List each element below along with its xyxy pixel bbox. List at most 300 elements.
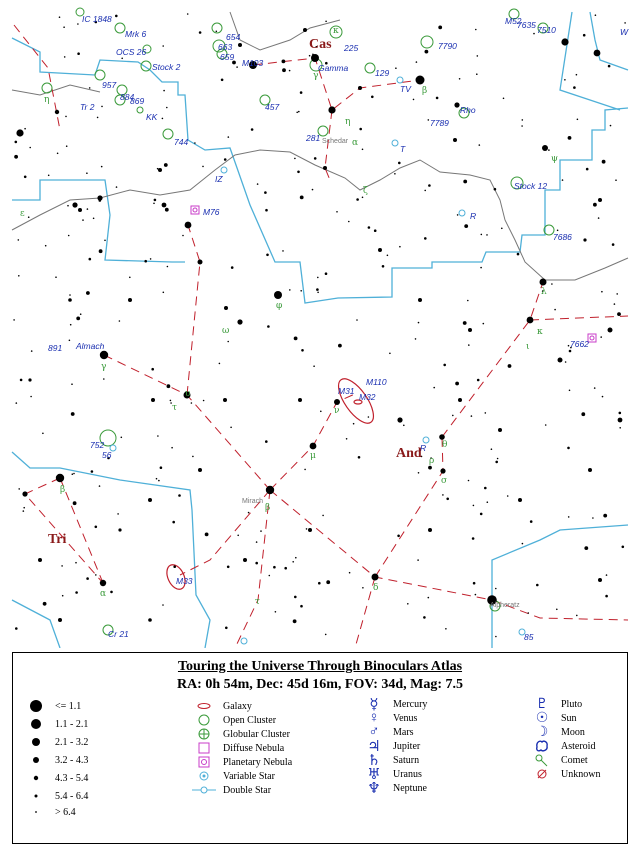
background-star	[545, 424, 547, 426]
background-star	[31, 350, 33, 352]
background-star	[301, 349, 304, 352]
background-star	[61, 565, 63, 567]
star-name-labels	[75, 138, 520, 609]
background-star	[304, 469, 306, 471]
background-star	[475, 594, 477, 596]
label-7510: 7510	[537, 25, 556, 35]
background-star	[284, 567, 287, 570]
mag-row-7: > 6.4	[23, 805, 76, 819]
background-star	[565, 361, 567, 363]
background-star	[320, 411, 322, 413]
legend-planetary-nebula: Planetary Nebula	[191, 755, 292, 769]
background-star	[312, 189, 314, 191]
background-star	[413, 99, 415, 101]
legend-galaxy: Galaxy	[191, 699, 252, 713]
background-star	[101, 106, 103, 108]
background-star	[89, 87, 91, 89]
background-star	[65, 116, 67, 118]
background-star	[294, 337, 298, 341]
background-star	[289, 289, 291, 291]
asteroid-icon	[529, 739, 555, 753]
legend-neptune: ♆ Neptune	[361, 781, 427, 795]
background-star	[86, 577, 89, 580]
background-star	[562, 179, 564, 181]
background-star	[205, 533, 209, 537]
background-star	[468, 480, 470, 482]
legend-pluto: ♇ Pluto	[529, 697, 582, 711]
background-star	[294, 158, 296, 160]
background-star	[116, 186, 118, 188]
greek-beta-1: β	[422, 86, 428, 96]
background-star	[368, 416, 370, 418]
background-star	[192, 456, 194, 458]
comet-icon	[529, 753, 555, 767]
background-star	[326, 580, 330, 584]
background-star	[24, 176, 27, 179]
background-star	[475, 29, 477, 31]
background-star	[486, 234, 488, 236]
background-star	[150, 258, 152, 260]
background-star	[568, 136, 572, 140]
background-star	[296, 112, 298, 114]
background-star	[436, 97, 439, 100]
background-star	[359, 128, 362, 131]
legend-open-cluster: Open Cluster	[191, 713, 276, 727]
background-star	[317, 277, 319, 279]
background-star	[536, 584, 539, 587]
background-star	[417, 559, 419, 561]
diffuse-nebula-icon	[191, 741, 217, 755]
label-7686: 7686	[553, 232, 572, 242]
background-star	[227, 341, 229, 343]
background-star	[610, 125, 612, 127]
atlas-legend	[12, 652, 628, 844]
background-star	[569, 390, 571, 392]
legend-saturn: ♄ Saturn	[361, 753, 419, 767]
background-star	[237, 535, 239, 537]
background-star	[356, 319, 358, 321]
background-star	[119, 320, 121, 322]
background-star	[73, 473, 75, 475]
label-cas: Cas	[309, 37, 332, 52]
greek-nu: ν	[334, 406, 340, 416]
background-star	[418, 472, 420, 474]
background-star	[91, 470, 94, 473]
background-star	[619, 427, 621, 429]
open-cluster-icon	[191, 713, 217, 727]
greek-phi: φ	[276, 301, 283, 311]
background-star	[260, 530, 262, 532]
background-star	[517, 253, 520, 256]
background-star	[154, 199, 157, 202]
background-star	[77, 52, 80, 55]
globular-cluster-icon	[191, 727, 217, 741]
label-cr21: Cr 21	[108, 629, 129, 639]
greek-iota: ι	[526, 342, 530, 352]
background-star	[399, 246, 401, 248]
background-star	[576, 615, 578, 617]
pluto-icon: ♇	[535, 696, 549, 712]
background-star	[236, 66, 238, 68]
background-star	[282, 250, 284, 252]
background-star	[227, 566, 230, 569]
label-w: W	[620, 27, 629, 37]
background-star	[97, 117, 99, 119]
background-star	[63, 26, 65, 28]
label-752: 752	[90, 440, 105, 450]
background-star	[157, 168, 159, 170]
label-m110: M110	[366, 377, 387, 387]
background-star	[508, 364, 512, 368]
label-7662: 7662	[570, 339, 589, 349]
background-star	[162, 118, 164, 120]
background-star	[614, 303, 616, 305]
label-7790: 7790	[438, 41, 457, 51]
label-659: 659	[220, 52, 235, 62]
constellation-name-labels	[48, 37, 422, 547]
background-star	[121, 437, 123, 439]
background-star	[69, 294, 71, 296]
background-star	[577, 119, 579, 121]
background-star	[300, 91, 303, 94]
background-star	[418, 322, 420, 324]
background-star	[165, 208, 169, 212]
uranus-icon: ♅	[367, 766, 381, 783]
label-884: 884	[120, 92, 135, 102]
mars-icon: ♂	[368, 723, 380, 740]
legend-variable-star: Variable Star	[191, 769, 275, 783]
background-star	[178, 494, 181, 497]
background-star	[82, 219, 84, 221]
background-star	[358, 456, 361, 459]
star-field	[13, 13, 626, 637]
background-star	[503, 98, 505, 100]
background-star	[264, 191, 267, 194]
label-m52: M52	[505, 16, 522, 26]
background-star	[446, 498, 449, 501]
greek-psi: ψ	[551, 154, 559, 164]
background-star	[170, 400, 172, 402]
neptune-icon: ♆	[367, 780, 381, 797]
background-star	[494, 188, 497, 191]
background-star	[62, 595, 64, 597]
background-star	[59, 16, 61, 18]
legend-jupiter: ♃ Jupiter	[361, 739, 420, 753]
galaxy-markers	[163, 373, 380, 592]
venus-icon: ♀	[368, 709, 380, 726]
background-star	[425, 50, 429, 54]
background-star	[300, 290, 302, 292]
label-457: 457	[265, 102, 280, 112]
legend-comet: Comet	[529, 753, 588, 767]
background-star	[248, 512, 250, 514]
label-tr2: Tr 2	[80, 102, 95, 112]
background-star	[468, 344, 470, 346]
background-star	[485, 412, 487, 414]
background-star	[480, 267, 482, 269]
background-star	[556, 609, 558, 611]
background-star	[322, 515, 324, 517]
background-star	[99, 199, 102, 202]
background-star	[602, 396, 604, 398]
background-star	[314, 157, 317, 160]
background-star	[293, 619, 297, 623]
label-stock12: Stock 12	[514, 181, 548, 191]
background-star	[18, 239, 20, 241]
background-star	[267, 325, 270, 328]
variable-star-icon	[191, 769, 217, 783]
background-star	[70, 324, 72, 326]
label-891: 891	[48, 343, 63, 353]
greek-zeta: ζ	[363, 186, 368, 196]
background-star	[423, 616, 426, 619]
label-mirach: Mirach	[242, 498, 264, 505]
greek-tau-2: τ	[255, 597, 260, 607]
mag-row-3: 2.1 - 3.2	[23, 735, 88, 749]
background-star	[316, 288, 319, 291]
background-star	[269, 575, 271, 577]
background-star	[467, 300, 469, 302]
label-7635: 7635	[517, 20, 536, 30]
background-star	[362, 197, 364, 199]
background-star	[424, 190, 426, 192]
background-star	[598, 217, 600, 219]
background-star	[162, 45, 164, 47]
background-star	[602, 160, 606, 164]
greek-beta-2: β	[265, 503, 271, 513]
label-m76: M76	[203, 207, 220, 217]
background-star	[71, 412, 75, 416]
background-star	[57, 153, 59, 155]
background-star	[87, 208, 89, 210]
background-star	[15, 402, 17, 404]
greek-mu: μ	[310, 451, 316, 461]
background-star	[29, 147, 31, 149]
background-star	[479, 144, 481, 146]
background-star	[18, 488, 20, 490]
label-and: And	[396, 446, 422, 461]
background-star	[497, 458, 499, 460]
background-star	[157, 435, 159, 437]
background-star	[349, 572, 351, 574]
greek-lambda: λ	[541, 287, 547, 297]
greek-alpha-2: α	[100, 589, 107, 599]
label-t: T	[400, 144, 406, 154]
background-star	[225, 627, 228, 630]
background-star	[231, 266, 234, 269]
mercury-icon: ☿	[369, 696, 379, 713]
greek-beta-3: β	[60, 485, 66, 495]
background-star	[581, 412, 585, 416]
background-star	[445, 628, 447, 630]
greek-eta-1: η	[44, 95, 50, 105]
background-star	[194, 142, 196, 144]
label-rho: Rho	[460, 105, 476, 115]
background-star	[548, 149, 550, 151]
moon-icon: ☽	[535, 724, 549, 740]
greek-upsilon: υ	[185, 389, 191, 399]
nebula-markers	[191, 206, 596, 342]
background-star	[99, 249, 103, 253]
label-85: 85	[524, 632, 534, 642]
label-tri: Tri	[48, 532, 67, 547]
background-star	[42, 433, 44, 435]
background-star	[573, 86, 576, 89]
background-star	[483, 323, 485, 325]
jupiter-icon: ♃	[367, 738, 381, 755]
background-star	[160, 466, 163, 469]
background-star	[104, 240, 106, 242]
background-star	[282, 60, 286, 64]
background-star	[457, 214, 459, 216]
background-star	[622, 546, 625, 549]
background-star	[624, 22, 626, 24]
background-star	[18, 275, 20, 277]
background-star	[309, 55, 311, 57]
legend-asteroid: Asteroid	[529, 739, 595, 753]
label-654: 654	[226, 32, 241, 42]
background-star	[362, 149, 364, 151]
background-star	[459, 78, 461, 80]
background-star	[144, 260, 147, 263]
background-star	[167, 266, 169, 268]
background-star	[463, 321, 467, 325]
background-star	[228, 136, 230, 138]
background-star	[187, 13, 189, 15]
background-star	[312, 54, 314, 56]
background-star	[533, 33, 535, 35]
legend-uranus: ♅ Uranus	[361, 767, 422, 781]
label-gamma: Gamma	[318, 63, 349, 73]
background-star	[103, 378, 105, 380]
label-957: 957	[102, 80, 117, 90]
background-star	[481, 234, 483, 236]
background-star	[617, 312, 621, 316]
galaxy-icon	[191, 699, 217, 713]
background-star	[407, 603, 409, 605]
background-star	[295, 557, 297, 559]
background-star	[522, 543, 524, 545]
background-star	[452, 415, 454, 417]
background-star	[325, 634, 327, 636]
background-star	[476, 73, 478, 75]
background-star	[167, 384, 171, 388]
background-star	[325, 21, 327, 23]
greek-kappa-1: κ	[333, 26, 339, 36]
legend-mars: ♂ Mars	[361, 725, 414, 739]
background-star	[95, 574, 97, 576]
background-star	[95, 526, 98, 529]
greek-rho: ρ	[429, 456, 435, 466]
background-star	[77, 23, 79, 25]
background-star	[368, 226, 371, 229]
background-star	[606, 574, 608, 576]
constellation-boundaries	[12, 12, 628, 648]
label-m31: M31	[338, 386, 355, 396]
legend-moon: ☽ Moon	[529, 725, 585, 739]
background-star	[353, 423, 355, 425]
greek-epsilon: ε	[20, 209, 25, 219]
background-star	[202, 166, 204, 168]
background-star	[569, 350, 572, 353]
label-869: 869	[130, 96, 145, 106]
background-star	[325, 272, 328, 275]
background-star	[297, 171, 300, 174]
background-star	[251, 128, 254, 131]
background-star	[567, 447, 570, 450]
background-star	[522, 119, 524, 121]
background-star	[495, 588, 497, 590]
legend-title: Touring the Universe Through Binoculars Atlas	[177, 659, 463, 674]
legend-globular-cluster: Globular Cluster	[191, 727, 290, 741]
background-star	[158, 480, 160, 482]
legend-sun: ☉ Sun	[529, 711, 577, 725]
background-star	[463, 180, 467, 184]
background-star	[73, 501, 77, 505]
background-star	[428, 466, 432, 470]
background-star	[487, 501, 489, 503]
background-star	[317, 292, 319, 294]
background-star	[257, 183, 259, 185]
label-ocs26: OCS 26	[116, 47, 147, 57]
background-star	[387, 255, 389, 257]
unknown-icon	[529, 767, 555, 781]
background-star	[171, 447, 173, 449]
background-star	[595, 14, 597, 16]
background-star	[23, 510, 25, 512]
label-129: 129	[375, 68, 390, 78]
background-star	[397, 535, 400, 538]
label-281: 281	[306, 133, 321, 143]
background-star	[313, 365, 315, 367]
label-56: 56	[102, 450, 112, 460]
double-star-icon	[191, 783, 217, 797]
background-star	[199, 31, 202, 34]
greek-eta-2: η	[345, 117, 351, 127]
background-star	[507, 495, 509, 497]
constellation-lines	[14, 25, 628, 648]
label-tv: TV	[400, 84, 411, 94]
planetary-nebula-icon	[191, 755, 217, 769]
background-star	[477, 379, 480, 382]
background-star	[166, 107, 168, 109]
background-star	[306, 528, 308, 530]
background-star	[605, 595, 608, 598]
background-star	[300, 605, 303, 608]
background-star	[14, 155, 18, 159]
background-star	[86, 172, 88, 174]
background-star	[121, 58, 123, 60]
greek-letter-labels	[20, 26, 558, 607]
label-r2: R	[420, 443, 427, 453]
background-star	[473, 582, 476, 585]
background-star	[163, 90, 165, 92]
greek-kappa-2: κ	[537, 327, 543, 337]
background-star	[20, 379, 23, 382]
greek-gamma-2: γ	[101, 362, 107, 372]
label-mrk6: Mrk 6	[125, 29, 147, 39]
background-star	[15, 627, 18, 630]
background-star	[224, 158, 227, 161]
background-star	[389, 353, 391, 355]
background-star	[480, 513, 483, 516]
greek-tau-1: τ	[172, 403, 177, 413]
background-star	[294, 596, 297, 599]
background-star	[72, 473, 74, 475]
background-star	[55, 276, 57, 278]
background-star	[593, 203, 597, 207]
background-star	[298, 111, 300, 113]
